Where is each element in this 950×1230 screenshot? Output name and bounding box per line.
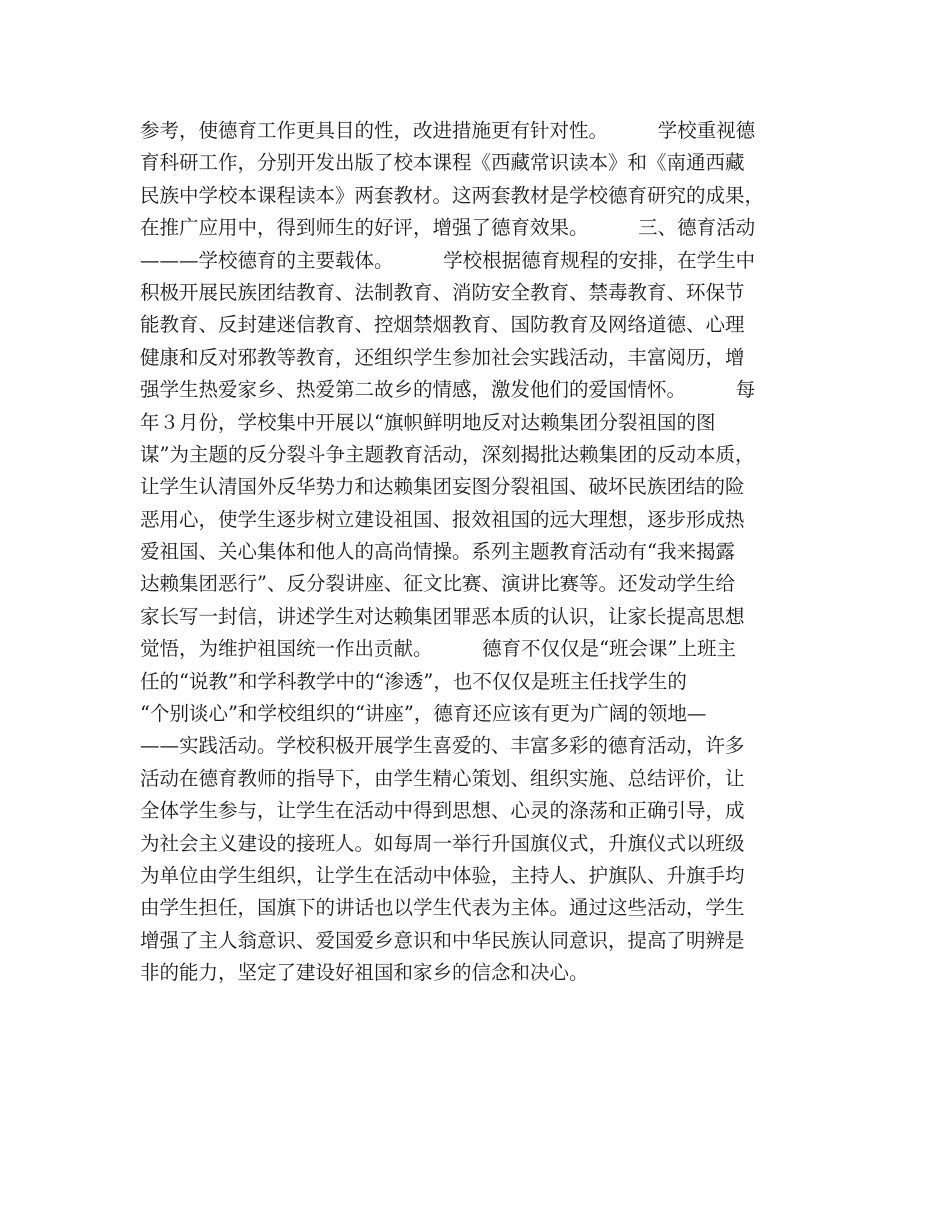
text-line: 能教育、反封建迷信教育、控烟禁烟教育、国防教育及网络道德、心理 [140, 313, 745, 337]
text-line: 增强了主人翁意识、爱国爱乡意识和中华民族认同意识，提高了明辨是 [140, 928, 745, 952]
text-line: 参考，使德育工作更具目的性，改进措施更有针对性。 学校重视德 [140, 119, 756, 142]
text-line: 在推广应用中，得到师生的好评，增强了德育效果。 三、德育活动 [140, 216, 756, 240]
text-line: 积极开展民族团结教育、法制教育、消防安全教育、禁毒教育、环保节 [140, 280, 745, 304]
text-line: 全体学生参与，让学生在活动中得到思想、心灵的涤荡和正确引导，成 [140, 799, 745, 823]
body-text [140, 115, 830, 990]
text-line: 育科研工作，分别开发出版了校本课程《西藏常识读本》和《南通西藏 [140, 151, 745, 175]
text-line: “个别谈心”和学校组织的“讲座”，德育还应该有更为广阔的领地— [140, 702, 707, 726]
text-line: 爱祖国、关心集体和他人的高尚情操。系列主题教育活动有“我来揭露 [140, 540, 735, 564]
text-line: 达赖集团恶行”、反分裂讲座、征文比赛、演讲比赛等。还发动学生给 [140, 572, 735, 596]
text-line: 为社会主义建设的接班人。如每周一举行升国旗仪式，升旗仪式以班级 [140, 831, 745, 855]
text-line: ——实践活动。学校积极开展学生喜爱的、丰富多彩的德育活动，许多 [140, 734, 745, 758]
text-line: 恶用心，使学生逐步树立建设祖国、报效祖国的远大理想，逐步形成热 [140, 507, 745, 531]
text-line: 强学生热爱家乡、热爱第二故乡的情感，激发他们的爱国情怀。 每 [140, 378, 756, 402]
text-line: 非的能力，坚定了建设好祖国和家乡的信念和决心。 [140, 961, 589, 985]
text-line: 由学生担任，国旗下的讲话也以学生代表为主体。通过这些活动，学生 [140, 896, 745, 920]
text-line: ———学校德育的主要载体。 学校根据德育规程的安排，在学生中 [140, 248, 756, 272]
text-line: 活动在德育教师的指导下，由学生精心策划、组织实施、总结评价，让 [140, 766, 745, 790]
text-line: 为单位由学生组织，让学生在活动中体验，主持人、护旗队、升旗手均 [140, 863, 745, 887]
text-line: 家长写一封信，讲述学生对达赖集团罪恶本质的认识，让家长提高思想 [140, 604, 745, 628]
text-line: 谋”为主题的反分裂斗争主题教育活动，深刻揭批达赖集团的反动本质， [140, 442, 755, 466]
text-line: 年３月份，学校集中开展以“旗帜鲜明地反对达赖集团分裂祖国的图 [140, 410, 716, 434]
text-line: 民族中学校本课程读本》两套教材。这两套教材是学校德育研究的成果， [140, 183, 765, 207]
text-line: 觉悟，为维护祖国统一作出贡献。 德育不仅仅是“班会课”上班主 [140, 637, 737, 661]
text-line: 健康和反对邪教等教育，还组织学生参加社会实践活动，丰富阅历，增 [140, 345, 745, 369]
text-line: 任的“说教”和学科教学中的“渗透”，也不仅仅是班主任找学生的 [140, 669, 687, 693]
text-line: 让学生认清国外反华势力和达赖集团妄图分裂祖国、破坏民族团结的险 [140, 475, 745, 499]
